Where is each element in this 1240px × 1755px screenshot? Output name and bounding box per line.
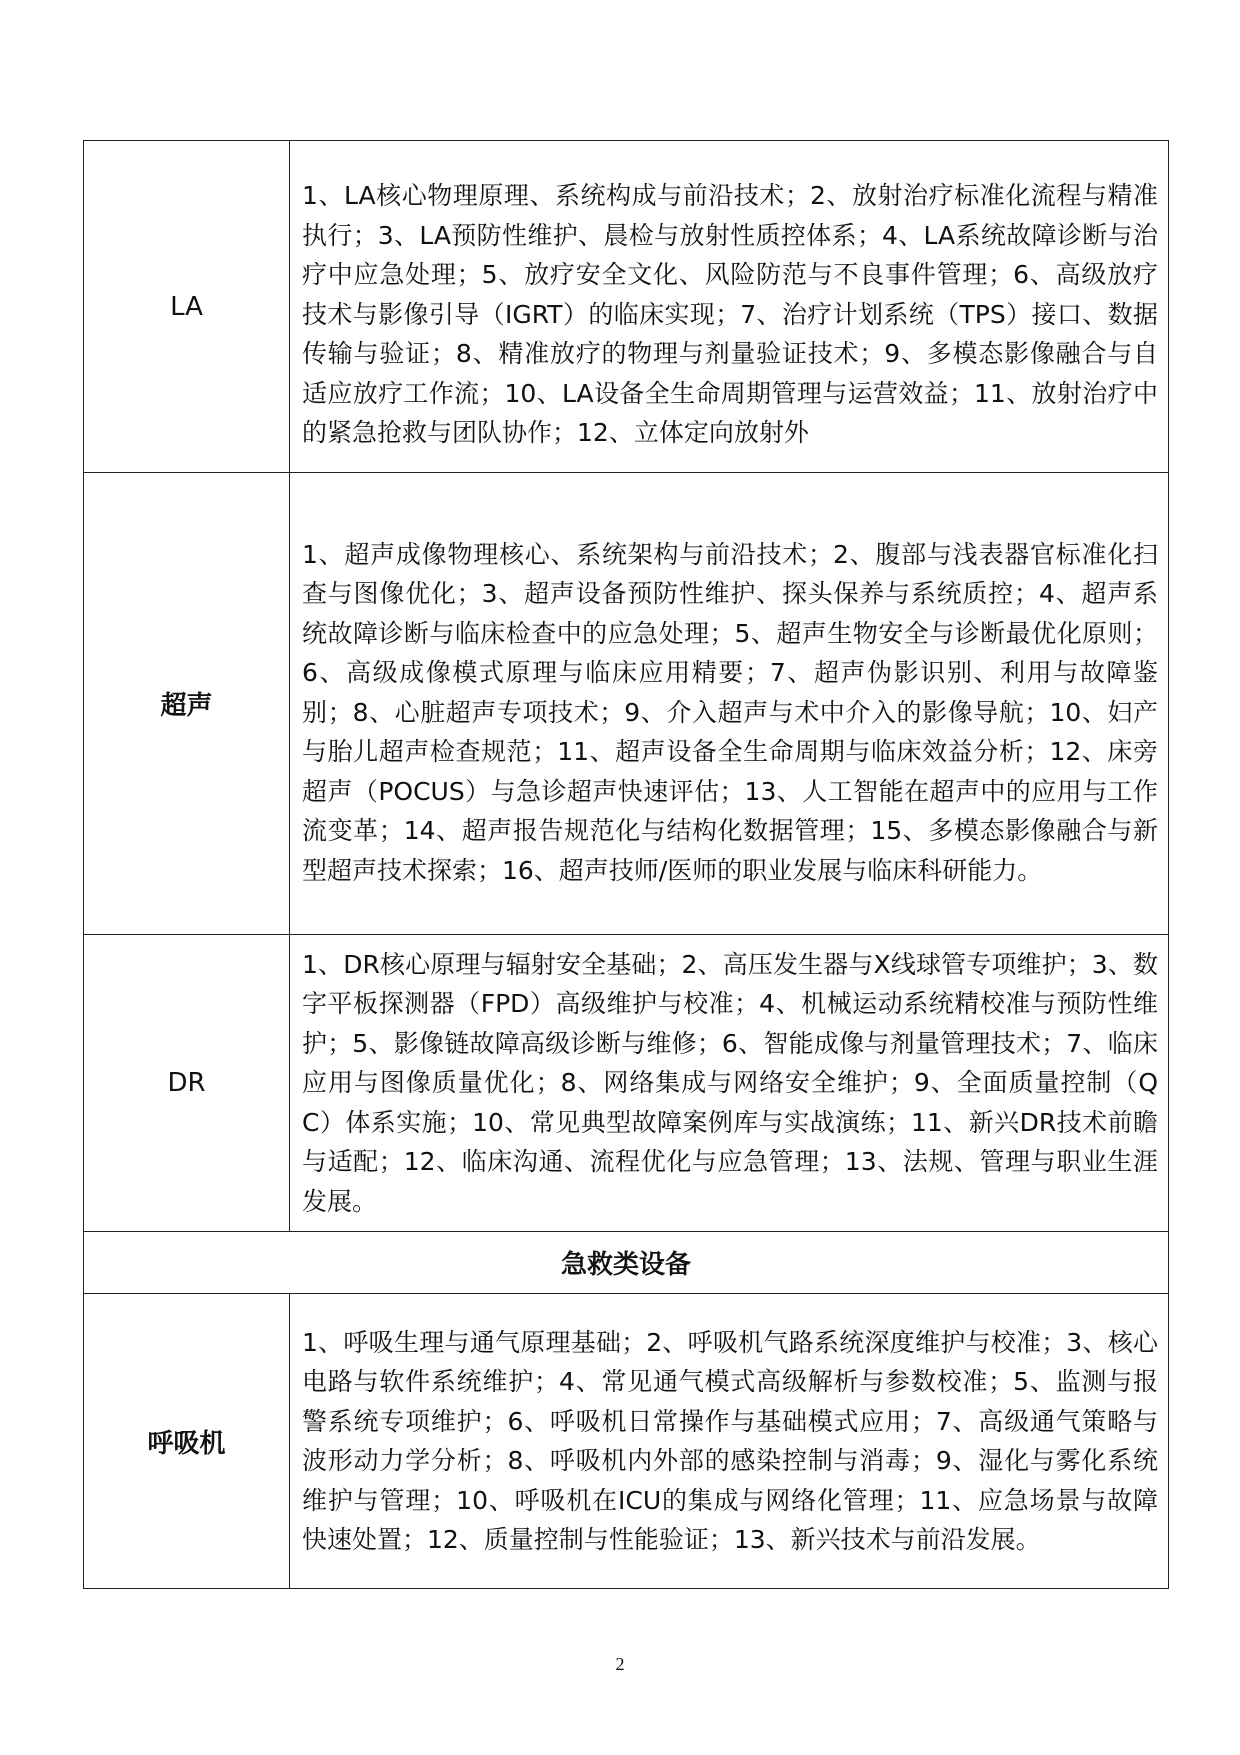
device-name-cell: 呼吸机 (84, 1294, 290, 1589)
course-content-cell: 1、DR核心原理与辐射安全基础；2、高压发生器与X线球管专项维护；3、数字平板探测器（FPD）高级维护与校准；4、机械运动系统精校准与预防性维护；5、影像链故障高级诊断与维修；6、智能成像与剂量管理技术；7、临床应用与图像质量优化；8、网络集成与网络安全维护；9、全面质量控制（QC）体系实施；10、常见典型故障案例库与实战演练；11、新兴DR技术前瞻与适配；12、临床沟通、流程优化与应急管理；13、法规、管理与职业生涯发展。 (290, 935, 1169, 1232)
course-content-cell: 1、呼吸生理与通气原理基础；2、呼吸机气路系统深度维护与校准；3、核心电路与软件系统维护；4、常见通气模式高级解析与参数校准；5、监测与报警系统专项维护；6、呼吸机日常操作与基础模式应用；7、高级通气策略与波形动力学分析；8、呼吸机内外部的感染控制与消毒；9、湿化与雾化系统维护与管理；10、呼吸机在ICU的集成与网络化管理；11、应急场景与故障快速处置；12、质量控制与性能验证；13、新兴技术与前沿发展。 (290, 1294, 1169, 1589)
table-row (84, 935, 1169, 1232)
page-number: 2 (615, 1654, 625, 1674)
device-name-cell: 超声 (84, 473, 290, 935)
course-content-table (83, 140, 1169, 1589)
table-row (84, 1294, 1169, 1589)
device-name-cell: LA (84, 141, 290, 473)
course-content-cell: 1、超声成像物理核心、系统架构与前沿技术；2、腹部与浅表器官标准化扫查与图像优化；3、超声设备预防性维护、探头保养与系统质控；4、超声系统故障诊断与临床检查中的应急处理；5、超声生物安全与诊断最优化原则；6、高级成像模式原理与临床应用精要；7、超声伪影识别、利用与故障鉴别；8、心脏超声专项技术；9、介入超声与术中介入的影像导航；10、妇产与胎儿超声检查规范；11、超声设备全生命周期与临床效益分析；12、床旁超声（POCUS）与急诊超声快速评估；13、人工智能在超声中的应用与工作流变革；14、超声报告规范化与结构化数据管理；15、多模态影像融合与新型超声技术探索；16、超声技师/医师的职业发展与临床科研能力。 (290, 473, 1169, 935)
course-content-text: 1、LA核心物理原理、系统构成与前沿技术；2、放射治疗标准化流程与精准执行；3、LA预防性维护、晨检与放射性质控体系；4、LA系统故障诊断与治疗中应急处理；5、放疗安全文化、风险防范与不良事件管理；6、高级放疗技术与影像引导（IGRT）的临床实现；7、治疗计划系统（TPS）接口、数据传输与验证；8、精准放疗的物理与剂量验证技术；9、多模态影像融合与自适应放疗工作流；10、LA设备全生命周期管理与运营效益；11、放射治疗中的紧急抢救与团队协作；12、立体定向放射外 (302, 181, 1158, 447)
section-header-row (84, 1232, 1169, 1294)
table-row (84, 141, 1169, 473)
section-header: 急救类设备 (84, 1232, 1169, 1294)
device-name-cell: DR (84, 935, 290, 1232)
table-row (84, 473, 1169, 935)
course-content-cell (290, 141, 1169, 473)
